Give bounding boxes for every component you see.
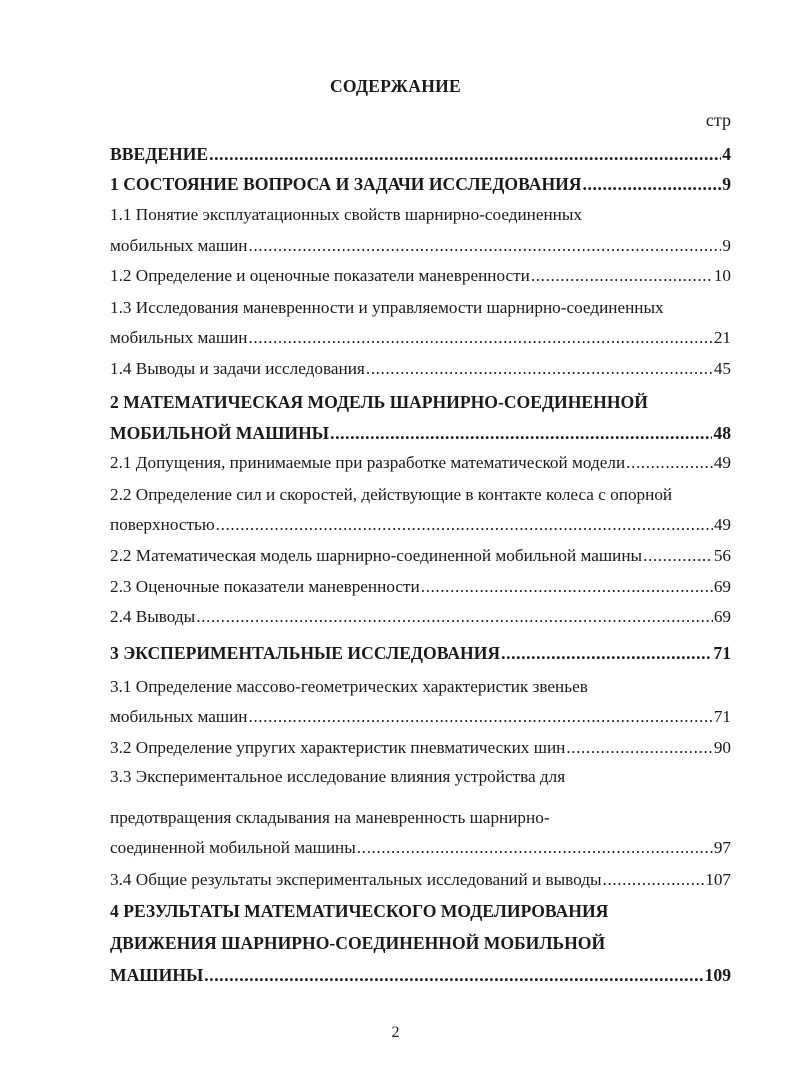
toc-entry-title: МАШИНЫ [110,965,204,985]
toc-leader-dots [248,234,721,258]
page-number: 2 [391,1024,400,1041]
toc-entry-title: 3.1 Определение массово-геометрических характеристик звеньев [110,677,588,696]
toc-entry [110,705,731,729]
toc-entry-title: 2.4 Выводы [110,607,196,626]
toc-entry [110,513,731,537]
toc-entry [110,641,731,665]
toc-entry-title: 1.3 Исследования маневренности и управляемости шарнирно-соединенных [110,298,664,317]
toc-entry-title: 1.4 Выводы и задачи исследования [110,359,365,378]
toc-entry [110,326,731,350]
toc-leader-dots [204,963,703,987]
toc-leader-dots [196,605,713,629]
toc-entry-title: 4 РЕЗУЛЬТАТЫ МАТЕМАТИЧЕСКОГО МОДЕЛИРОВАНИЯ [110,901,609,921]
toc-entry-page: 48 [713,423,731,443]
toc-entry-page: 9 [722,174,731,194]
toc-entry [110,264,731,288]
toc-entry-title: 3 ЭКСПЕРИМЕНТАЛЬНЫЕ ИССЛЕДОВАНИЯ [110,643,501,663]
toc-leader-dots [216,513,713,537]
toc-entry-title: 3.4 Общие результаты экспериментальных исследований и выводы [110,870,602,889]
toc-entry-page: 71 [713,643,731,663]
toc-entry-title: соединенной мобильной машины [110,838,356,857]
toc-entry [110,421,731,445]
toc-entry [110,172,731,196]
toc-entry-title: 1.1 Понятие эксплуатационных свойств шарнирно-соединенных [110,205,583,224]
toc-entry [110,765,731,789]
toc-entry-title: МОБИЛЬНОЙ МАШИНЫ [110,423,330,443]
toc-entry-title: 3.3 Экспериментальное исследование влияния устройства для [110,767,566,786]
toc-entry [110,357,731,381]
toc-entry [110,234,731,258]
toc-leader-dots [643,544,713,568]
toc-entry-page: 49 [713,515,731,534]
toc-entry-title: мобильных машин [110,707,248,726]
toc-entry [110,142,731,166]
page-title: СОДЕРЖАНИЕ [329,76,461,96]
toc-entry [110,296,731,320]
toc-entry [110,675,731,699]
toc-leader-dots [566,736,712,760]
toc-leader-dots [248,326,712,350]
toc-entry-page: 71 [713,707,731,726]
toc-entry-title: 1 СОСТОЯНИЕ ВОПРОСА И ЗАДАЧИ ИССЛЕДОВАНИЯ [110,174,582,194]
toc-entry-page: 109 [704,965,731,985]
toc-entry [110,836,731,860]
toc-entry-page: 90 [713,738,731,757]
toc-entry-title: поверхностью [110,515,215,534]
toc-leader-dots [583,172,722,196]
toc-entry-title: 2.2 Определение сил и скоростей, действующие в контакте колеса с опорной [110,485,673,504]
toc-leader-dots [603,868,705,892]
toc-entry [110,575,731,599]
toc-leader-dots [330,421,712,445]
toc-entry-page: 21 [713,328,731,347]
toc-entry [110,868,731,892]
toc-entry-title: 2.2 Математическая модель шарнирно-соединенной мобильной машины [110,546,643,565]
toc-entry-title: мобильных машин [110,328,248,347]
toc-entry-page: 9 [722,236,731,255]
toc-entry-page: 49 [713,453,731,472]
toc-entry-page: 56 [713,546,731,565]
toc-entry [110,931,731,955]
toc-entry [110,451,731,475]
toc-entry [110,483,731,507]
toc-entry-title: 2.3 Оценочные показатели маневренности [110,577,420,596]
toc-entry-title: мобильных машин [110,236,248,255]
toc-leader-dots [366,357,713,381]
toc-entry-page: 69 [713,607,731,626]
toc-entry [110,390,731,414]
toc-leader-dots [531,264,713,288]
toc-entry [110,605,731,629]
toc-entry-title: 2.1 Допущения, принимаемые при разработке математической модели [110,453,626,472]
toc-entry-page: 10 [713,266,731,285]
toc-entry-title: предотвращения складывания на маневренность шарнирно- [110,808,550,827]
toc-entry-page: 107 [705,870,731,889]
toc-entry-page: 69 [713,577,731,596]
toc-entry [110,544,731,568]
toc-leader-dots [421,575,713,599]
page-column-label: стр [705,110,731,130]
toc-leader-dots [248,705,712,729]
toc-entry [110,806,731,830]
toc-entry-title: ДВИЖЕНИЯ ШАРНИРНО-СОЕДИНЕННОЙ МОБИЛЬНОЙ [110,933,606,953]
toc-leader-dots [357,836,713,860]
toc-entry-page: 97 [713,838,731,857]
toc-entry-title: 1.2 Определение и оценочные показатели маневренности [110,266,530,285]
toc-entry [110,203,731,227]
toc-entry-page: 45 [713,359,731,378]
toc-entry-page: 4 [722,144,731,164]
toc-entry [110,899,731,923]
toc-entry-title: 3.2 Определение упругих характеристик пневматических шин [110,738,566,757]
toc-entry-title: ВВЕДЕНИЕ [110,144,209,164]
toc-entry [110,736,731,760]
toc-leader-dots [501,641,712,665]
toc-entry-title: 2 МАТЕМАТИЧЕСКАЯ МОДЕЛЬ ШАРНИРНО-СОЕДИНЕННОЙ [110,392,648,412]
toc-entry [110,963,731,987]
toc-leader-dots [209,142,721,166]
toc-leader-dots [626,451,713,475]
